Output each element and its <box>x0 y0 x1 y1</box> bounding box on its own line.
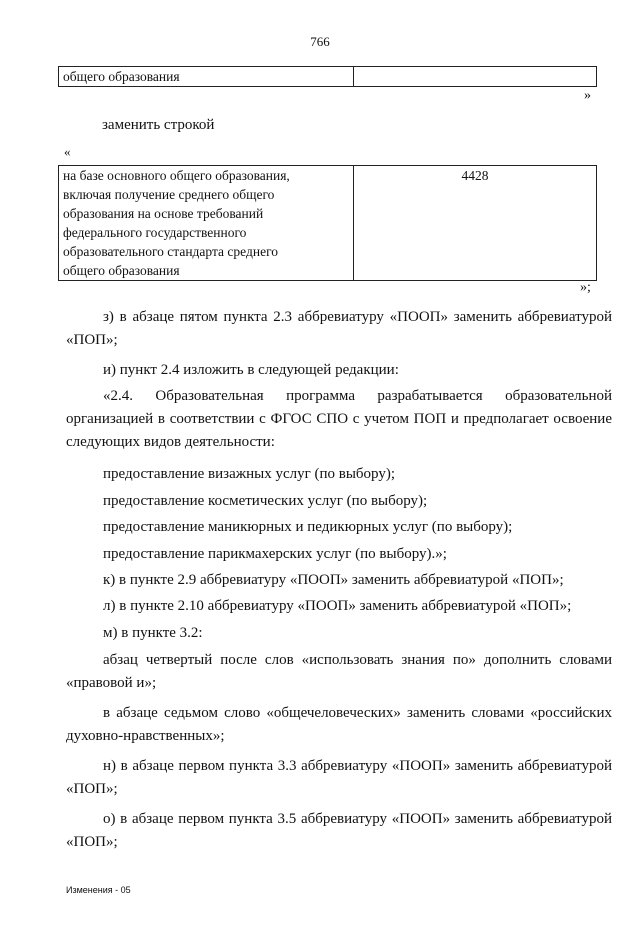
table-cell-description <box>59 166 354 281</box>
cell-line: на базе основного общего образования, <box>63 168 290 183</box>
activity-item: предоставление маникюрных и педикюрных услуг (по выбору); <box>103 519 513 535</box>
cell-line: включая получение среднего общего <box>63 187 275 202</box>
paragraph-o: о) в абзаце первом пункта 3.5 аббревиатуру «ПООП» заменить аббревиатурой «ПОП»; <box>66 811 612 850</box>
paragraph-m1: абзац четвертый после слов «использовать знания по» дополнить словами «правовой и»; <box>66 652 612 691</box>
table-cell <box>354 67 597 87</box>
paragraph-i: и) пункт 2.4 изложить в следующей редакции: <box>103 362 399 378</box>
paragraph-2-4: «2.4. Образовательная программа разрабатывается образовательной организацией в соответствии с ФГОС СПО с учетом ПОП и предполагает освоение следующих видов деятельности: <box>66 388 612 450</box>
footer-note: Изменения - 05 <box>66 885 131 895</box>
paragraph-n: н) в абзаце первом пункта 3.3 аббревиатуру «ПООП» заменить аббревиатурой «ПОП»; <box>66 758 612 797</box>
activity-item: предоставление визажных услуг (по выбору); <box>103 466 396 482</box>
table-cell: общего образования <box>59 67 354 87</box>
replace-with-line: заменить строкой <box>102 117 215 133</box>
activity-item: предоставление косметических услуг (по выбору); <box>103 493 428 509</box>
table-cell-value: 4428 <box>354 166 597 281</box>
paragraph-m2: в абзаце седьмом слово «общечеловеческих» заменить словами «российских духовно-нравственных»; <box>66 705 612 744</box>
cell-line: общего образования <box>63 263 180 278</box>
paragraph-l: л) в пункте 2.10 аббревиатуру «ПООП» заменить аббревиатурой «ПОП»; <box>103 598 572 614</box>
page-number: 766 <box>310 34 330 49</box>
paragraph-z: з) в абзаце пятом пункта 2.3 аббревиатуру «ПООП» заменить аббревиатурой «ПОП»; <box>66 309 612 348</box>
table-row <box>59 67 597 87</box>
table-replacement <box>58 165 597 281</box>
paragraph-m: м) в пункте 3.2: <box>103 625 203 641</box>
table-top <box>58 66 597 87</box>
activity-item: предоставление парикмахерских услуг (по выбору).»; <box>103 546 447 562</box>
cell-line: образовательного стандарта среднего <box>63 244 279 259</box>
table-row <box>59 166 597 281</box>
cell-line: образования на основе требований <box>63 206 264 221</box>
opening-quote: « <box>64 144 71 159</box>
paragraph-k: к) в пункте 2.9 аббревиатуру «ПООП» заменить аббревиатурой «ПОП»; <box>103 572 564 588</box>
closing-quote: » <box>584 88 591 103</box>
cell-line: федерального государственного <box>63 225 247 240</box>
closing-quote: »; <box>580 280 591 295</box>
